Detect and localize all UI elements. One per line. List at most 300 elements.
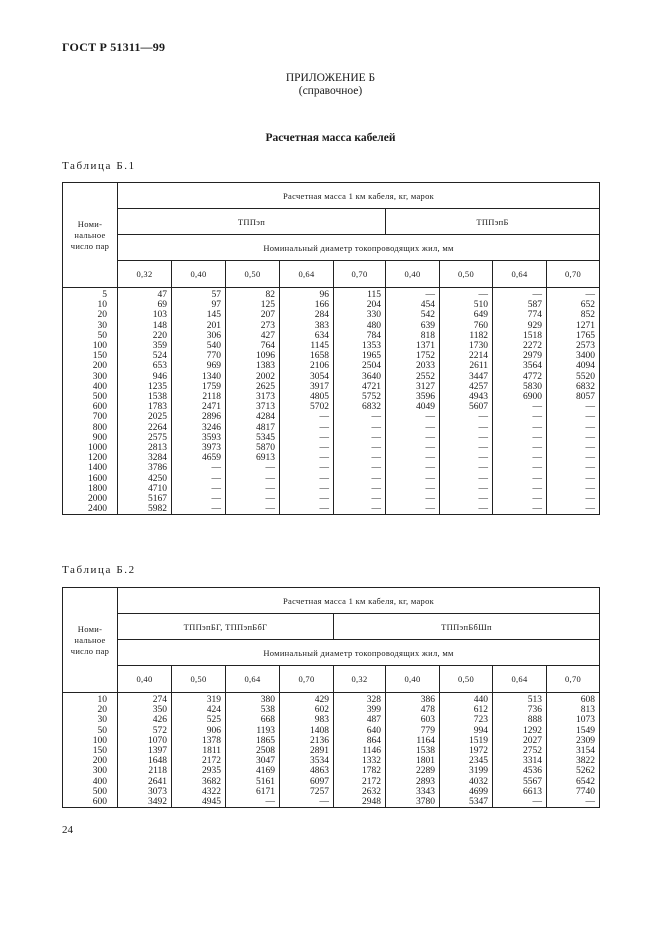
cell-pair-count: 300 <box>63 372 118 382</box>
cell-mass-value: 3593 <box>172 433 226 443</box>
cell-mass-value: — <box>386 474 440 484</box>
column-header-pair-count <box>63 588 118 693</box>
cell-mass-value: 779 <box>386 726 440 736</box>
cell-mass-value: — <box>547 494 600 504</box>
cell-mass-value: 386 <box>386 693 440 706</box>
column-header-diameter: 0,64 <box>493 261 547 288</box>
cell-pair-count: 1600 <box>63 474 118 484</box>
cell-pair-count: 5 <box>63 288 118 301</box>
cell-mass-value: 3447 <box>440 372 493 382</box>
cell-mass-value: — <box>280 412 334 422</box>
header-row-brands <box>63 209 600 235</box>
cell-mass-value: 380 <box>226 693 280 706</box>
header-row-brands-title <box>63 588 600 614</box>
cell-mass-value: 1371 <box>386 341 440 351</box>
cell-mass-value: 2575 <box>118 433 172 443</box>
cell-mass-value: — <box>334 412 386 422</box>
cell-mass-value: 1378 <box>172 736 226 746</box>
cell-pair-count: 10 <box>63 300 118 310</box>
cell-pair-count: 1400 <box>63 463 118 473</box>
table-row <box>63 321 600 331</box>
table-row <box>63 372 600 382</box>
cell-mass-value: 3054 <box>280 372 334 382</box>
cell-pair-count: 900 <box>63 433 118 443</box>
cell-mass-value: — <box>334 494 386 504</box>
cell-mass-value: 2896 <box>172 412 226 422</box>
cell-mass-value: — <box>334 504 386 515</box>
table-row <box>63 474 600 484</box>
column-header-pair-count-line: нальное <box>74 634 106 645</box>
cell-mass-value: — <box>280 797 334 808</box>
cell-mass-value: 1759 <box>172 382 226 392</box>
cell-mass-value: 1408 <box>280 726 334 736</box>
cell-mass-value: 166 <box>280 300 334 310</box>
table-row <box>63 351 600 361</box>
cell-mass-value: 1782 <box>334 766 386 776</box>
cell-mass-value: — <box>226 474 280 484</box>
header-row-diameters <box>63 261 600 288</box>
cell-mass-value: 1648 <box>118 756 172 766</box>
appendix-heading <box>0 72 661 98</box>
cell-mass-value: 204 <box>334 300 386 310</box>
cell-mass-value: 69 <box>118 300 172 310</box>
cell-mass-value: — <box>172 463 226 473</box>
column-header-diameter: 0,32 <box>334 666 386 693</box>
table-row <box>63 787 600 797</box>
column-header-diameter: 0,70 <box>280 666 334 693</box>
cell-mass-value: — <box>226 484 280 494</box>
cell-mass-value: 929 <box>493 321 547 331</box>
cell-mass-value: 603 <box>386 715 440 725</box>
cell-mass-value: 524 <box>118 351 172 361</box>
cell-mass-value: 1164 <box>386 736 440 746</box>
cell-mass-value: 612 <box>440 705 493 715</box>
cell-mass-value: 427 <box>226 331 280 341</box>
cell-mass-value: 888 <box>493 715 547 725</box>
table-row <box>63 392 600 402</box>
cell-mass-value: 3400 <box>547 351 600 361</box>
cell-mass-value: 542 <box>386 310 440 320</box>
cell-mass-value: 3314 <box>493 756 547 766</box>
table-row <box>63 504 600 515</box>
cell-mass-value: 5262 <box>547 766 600 776</box>
cell-mass-value: 634 <box>280 331 334 341</box>
column-header-diameter: 0,40 <box>386 666 440 693</box>
cell-mass-value: — <box>280 423 334 433</box>
cell-mass-value: — <box>280 494 334 504</box>
cell-mass-value: 3682 <box>172 777 226 787</box>
cell-mass-value: 284 <box>280 310 334 320</box>
cell-mass-value: — <box>226 797 280 808</box>
cell-mass-value: 3780 <box>386 797 440 808</box>
cell-mass-value: 1965 <box>334 351 386 361</box>
cell-pair-count: 20 <box>63 310 118 320</box>
cell-mass-value: 328 <box>334 693 386 706</box>
cell-mass-value: 103 <box>118 310 172 320</box>
cell-mass-value: — <box>280 453 334 463</box>
cell-mass-value: — <box>547 504 600 515</box>
cell-mass-value: — <box>440 288 493 301</box>
cell-mass-value: — <box>386 443 440 453</box>
cell-mass-value: 2632 <box>334 787 386 797</box>
cell-mass-value: 1518 <box>493 331 547 341</box>
cell-mass-value: — <box>547 463 600 473</box>
column-header-brand-group: ТППэп <box>118 209 386 235</box>
cell-mass-value: 510 <box>440 300 493 310</box>
table-row <box>63 746 600 756</box>
cell-mass-value: — <box>493 494 547 504</box>
cell-mass-value: — <box>493 453 547 463</box>
cell-mass-value: 1070 <box>118 736 172 746</box>
cell-mass-value: — <box>280 463 334 473</box>
cell-mass-value: 2948 <box>334 797 386 808</box>
cell-mass-value: 2118 <box>118 766 172 776</box>
cell-pair-count: 30 <box>63 321 118 331</box>
cell-mass-value: 4094 <box>547 361 600 371</box>
cell-mass-value: 5870 <box>226 443 280 453</box>
cell-pair-count: 2000 <box>63 494 118 504</box>
table-row <box>63 726 600 736</box>
cell-mass-value: 1146 <box>334 746 386 756</box>
table-row <box>63 402 600 412</box>
cell-mass-value: 3199 <box>440 766 493 776</box>
table-row <box>63 494 600 504</box>
column-header-diameter: 0,70 <box>334 261 386 288</box>
cell-mass-value: — <box>334 463 386 473</box>
table-row <box>63 382 600 392</box>
cell-mass-value: — <box>280 504 334 515</box>
cell-mass-value: — <box>172 484 226 494</box>
cell-mass-value: 1073 <box>547 715 600 725</box>
cell-mass-value: 723 <box>440 715 493 725</box>
cell-mass-value: 1271 <box>547 321 600 331</box>
table-row <box>63 797 600 808</box>
cell-mass-value: 640 <box>334 726 386 736</box>
cell-mass-value: 4257 <box>440 382 493 392</box>
cell-pair-count: 150 <box>63 746 118 756</box>
cell-mass-value: — <box>334 474 386 484</box>
appendix-subtitle: (справочное) <box>298 85 363 97</box>
cell-mass-value: — <box>386 484 440 494</box>
cell-mass-value: — <box>547 474 600 484</box>
cell-mass-value: 480 <box>334 321 386 331</box>
cell-mass-value: — <box>386 453 440 463</box>
column-header-diameter: 0,50 <box>440 666 493 693</box>
cell-mass-value: 2891 <box>280 746 334 756</box>
cell-mass-value: — <box>547 423 600 433</box>
cell-mass-value: 4284 <box>226 412 280 422</box>
cell-mass-value: — <box>493 423 547 433</box>
table-row <box>63 310 600 320</box>
cell-pair-count: 1000 <box>63 443 118 453</box>
cell-mass-value: 2625 <box>226 382 280 392</box>
cell-mass-value: 2504 <box>334 361 386 371</box>
cell-mass-value: 1096 <box>226 351 280 361</box>
cell-mass-value: 2552 <box>386 372 440 382</box>
cell-mass-value: 2264 <box>118 423 172 433</box>
cell-pair-count: 30 <box>63 715 118 725</box>
cell-mass-value: 4772 <box>493 372 547 382</box>
cell-mass-value: 2935 <box>172 766 226 776</box>
column-header-pair-count-line: число пар <box>70 645 110 656</box>
cell-mass-value: — <box>280 484 334 494</box>
column-header-diameter: 0,40 <box>118 666 172 693</box>
table-row <box>63 288 600 301</box>
cell-mass-value: 983 <box>280 715 334 725</box>
document-standard-number: ГОСТ Р 51311—99 <box>62 40 166 54</box>
table-row <box>63 715 600 725</box>
table-row <box>63 443 600 453</box>
table-row <box>63 423 600 433</box>
cell-mass-value: 1865 <box>226 736 280 746</box>
cell-pair-count: 300 <box>63 766 118 776</box>
page-number: 24 <box>62 824 73 836</box>
cell-mass-value: — <box>280 433 334 443</box>
header-row-diameter-title <box>63 640 600 666</box>
cell-mass-value: — <box>440 474 493 484</box>
cell-mass-value: 1752 <box>386 351 440 361</box>
cell-mass-value: 4710 <box>118 484 172 494</box>
cell-pair-count: 200 <box>63 361 118 371</box>
cell-mass-value: 3973 <box>172 443 226 453</box>
cell-mass-value: 864 <box>334 736 386 746</box>
cell-mass-value: 2172 <box>172 756 226 766</box>
cell-mass-value: 3786 <box>118 463 172 473</box>
cell-mass-value: — <box>334 443 386 453</box>
cell-pair-count: 10 <box>63 693 118 706</box>
cell-mass-value: 97 <box>172 300 226 310</box>
table-row <box>63 756 600 766</box>
cell-mass-value: 5702 <box>280 402 334 412</box>
cell-mass-value: — <box>386 504 440 515</box>
header-row-brands-title <box>63 183 600 209</box>
cell-mass-value: — <box>493 433 547 443</box>
cell-mass-value: — <box>547 288 600 301</box>
cell-mass-value: 57 <box>172 288 226 301</box>
cell-mass-value: — <box>386 423 440 433</box>
cell-mass-value: — <box>334 453 386 463</box>
cell-mass-value: 5752 <box>334 392 386 402</box>
cell-mass-value: 3047 <box>226 756 280 766</box>
cell-mass-value: 47 <box>118 288 172 301</box>
cell-mass-value: — <box>280 474 334 484</box>
cell-mass-value: 2979 <box>493 351 547 361</box>
header-row-diameters <box>63 666 600 693</box>
cell-mass-value: 4943 <box>440 392 493 402</box>
cell-mass-value: 383 <box>280 321 334 331</box>
cell-mass-value: 4322 <box>172 787 226 797</box>
cell-mass-value: 2118 <box>172 392 226 402</box>
cell-mass-value: — <box>172 474 226 484</box>
table-row <box>63 453 600 463</box>
cell-mass-value: 2471 <box>172 402 226 412</box>
cell-mass-value: 426 <box>118 715 172 725</box>
cell-mass-value: 3534 <box>280 756 334 766</box>
cell-mass-value: 399 <box>334 705 386 715</box>
cell-pair-count: 800 <box>63 423 118 433</box>
table-b2 <box>62 587 600 808</box>
column-header-pair-count-line: нальное <box>74 229 106 240</box>
cell-mass-value: 2573 <box>547 341 600 351</box>
cell-mass-value: 852 <box>547 310 600 320</box>
cell-mass-value: 668 <box>226 715 280 725</box>
cell-mass-value: — <box>386 288 440 301</box>
cell-mass-value: 125 <box>226 300 280 310</box>
cell-mass-value: 2272 <box>493 341 547 351</box>
cell-mass-value: — <box>440 484 493 494</box>
cell-mass-value: 1353 <box>334 341 386 351</box>
cell-mass-value: 4805 <box>280 392 334 402</box>
cell-mass-value: — <box>226 463 280 473</box>
cell-mass-value: — <box>334 423 386 433</box>
cell-mass-value: 540 <box>172 341 226 351</box>
cell-mass-value: 1340 <box>172 372 226 382</box>
cell-mass-value: 1811 <box>172 746 226 756</box>
cell-mass-value: — <box>493 484 547 494</box>
column-header-diameter: 0,70 <box>547 666 600 693</box>
column-header-diameter: 0,50 <box>440 261 493 288</box>
cell-mass-value: 5345 <box>226 433 280 443</box>
cell-mass-value: 487 <box>334 715 386 725</box>
cell-mass-value: 3917 <box>280 382 334 392</box>
table-row <box>63 693 600 706</box>
cell-mass-value: — <box>386 433 440 443</box>
cell-mass-value: 602 <box>280 705 334 715</box>
cell-mass-value: 525 <box>172 715 226 725</box>
cell-mass-value: — <box>493 463 547 473</box>
cell-mass-value: 319 <box>172 693 226 706</box>
cell-mass-value: — <box>334 484 386 494</box>
column-header-pair-count-line: число пар <box>70 240 110 251</box>
cell-mass-value: — <box>440 494 493 504</box>
cell-pair-count: 500 <box>63 787 118 797</box>
column-header-brand-group: ТППэпБбШп <box>334 614 600 640</box>
cell-mass-value: 2508 <box>226 746 280 756</box>
column-header-diameter: 0,40 <box>172 261 226 288</box>
cell-mass-value: 5520 <box>547 372 600 382</box>
cell-mass-value: 2002 <box>226 372 280 382</box>
cell-mass-value: 4721 <box>334 382 386 392</box>
cell-mass-value: 639 <box>386 321 440 331</box>
cell-mass-value: 3154 <box>547 746 600 756</box>
cell-mass-value: 6097 <box>280 777 334 787</box>
cell-mass-value: — <box>547 484 600 494</box>
cell-mass-value: 3127 <box>386 382 440 392</box>
table-row <box>63 341 600 351</box>
cell-mass-value: — <box>493 402 547 412</box>
column-header-pair-count <box>63 183 118 288</box>
column-header-diameter-title: Номинальный диаметр токопроводящих жил, мм <box>118 235 600 261</box>
cell-mass-value: — <box>386 412 440 422</box>
table-row <box>63 412 600 422</box>
section-title: Расчетная масса кабелей <box>265 132 396 144</box>
cell-mass-value: — <box>440 423 493 433</box>
cell-mass-value: — <box>547 453 600 463</box>
cell-mass-value: 906 <box>172 726 226 736</box>
cell-mass-value: 2214 <box>440 351 493 361</box>
cell-mass-value: 1383 <box>226 361 280 371</box>
cell-mass-value: 359 <box>118 341 172 351</box>
cell-mass-value: 1332 <box>334 756 386 766</box>
table-row <box>63 766 600 776</box>
cell-mass-value: 3596 <box>386 392 440 402</box>
cell-pair-count: 600 <box>63 402 118 412</box>
column-header-pair-count-line: Номи- <box>77 623 103 634</box>
cell-mass-value: 1765 <box>547 331 600 341</box>
cell-mass-value: 2893 <box>386 777 440 787</box>
cell-mass-value: 4536 <box>493 766 547 776</box>
cell-mass-value: 2136 <box>280 736 334 746</box>
cell-mass-value: 1292 <box>493 726 547 736</box>
cell-mass-value: 350 <box>118 705 172 715</box>
cell-mass-value: 946 <box>118 372 172 382</box>
cell-mass-value: 4863 <box>280 766 334 776</box>
cell-mass-value: 969 <box>172 361 226 371</box>
cell-mass-value: 4945 <box>172 797 226 808</box>
cell-mass-value: 207 <box>226 310 280 320</box>
header-row-diameter-title <box>63 235 600 261</box>
column-header-pair-count-line: Номи- <box>77 218 103 229</box>
cell-mass-value: — <box>172 494 226 504</box>
cell-mass-value: 2289 <box>386 766 440 776</box>
cell-mass-value: 478 <box>386 705 440 715</box>
table-row <box>63 361 600 371</box>
cell-mass-value: 3284 <box>118 453 172 463</box>
cell-mass-value: 2611 <box>440 361 493 371</box>
cell-mass-value: 96 <box>280 288 334 301</box>
cell-mass-value: 652 <box>547 300 600 310</box>
cell-mass-value: 4049 <box>386 402 440 412</box>
column-header-diameter: 0,50 <box>226 261 280 288</box>
cell-mass-value: — <box>440 443 493 453</box>
cell-mass-value: 4032 <box>440 777 493 787</box>
cell-mass-value: — <box>547 797 600 808</box>
cell-mass-value: — <box>547 443 600 453</box>
cell-mass-value: 587 <box>493 300 547 310</box>
cell-mass-value: 6832 <box>547 382 600 392</box>
cell-pair-count: 100 <box>63 341 118 351</box>
cell-mass-value: 653 <box>118 361 172 371</box>
cell-mass-value: 2172 <box>334 777 386 787</box>
cell-mass-value: 273 <box>226 321 280 331</box>
cell-mass-value: 1538 <box>386 746 440 756</box>
cell-mass-value: — <box>226 504 280 515</box>
column-header-mass-title: Расчетная масса 1 км кабеля, кг, марок <box>118 588 600 614</box>
cell-mass-value: — <box>440 504 493 515</box>
cell-mass-value: 82 <box>226 288 280 301</box>
cell-mass-value: 220 <box>118 331 172 341</box>
cell-mass-value: 5347 <box>440 797 493 808</box>
cell-mass-value: 2027 <box>493 736 547 746</box>
cell-mass-value: 3640 <box>334 372 386 382</box>
cell-mass-value: 4250 <box>118 474 172 484</box>
header-row-brands <box>63 614 600 640</box>
cell-mass-value: 429 <box>280 693 334 706</box>
cell-mass-value: 608 <box>547 693 600 706</box>
cell-mass-value: 5567 <box>493 777 547 787</box>
cell-mass-value: 6613 <box>493 787 547 797</box>
cell-pair-count: 100 <box>63 736 118 746</box>
cell-mass-value: 424 <box>172 705 226 715</box>
cell-mass-value: 3822 <box>547 756 600 766</box>
cell-mass-value: 784 <box>334 331 386 341</box>
cell-mass-value: 774 <box>493 310 547 320</box>
cell-mass-value: 813 <box>547 705 600 715</box>
cell-mass-value: 3343 <box>386 787 440 797</box>
table-row <box>63 433 600 443</box>
cell-mass-value: 1193 <box>226 726 280 736</box>
cell-mass-value: 5607 <box>440 402 493 412</box>
